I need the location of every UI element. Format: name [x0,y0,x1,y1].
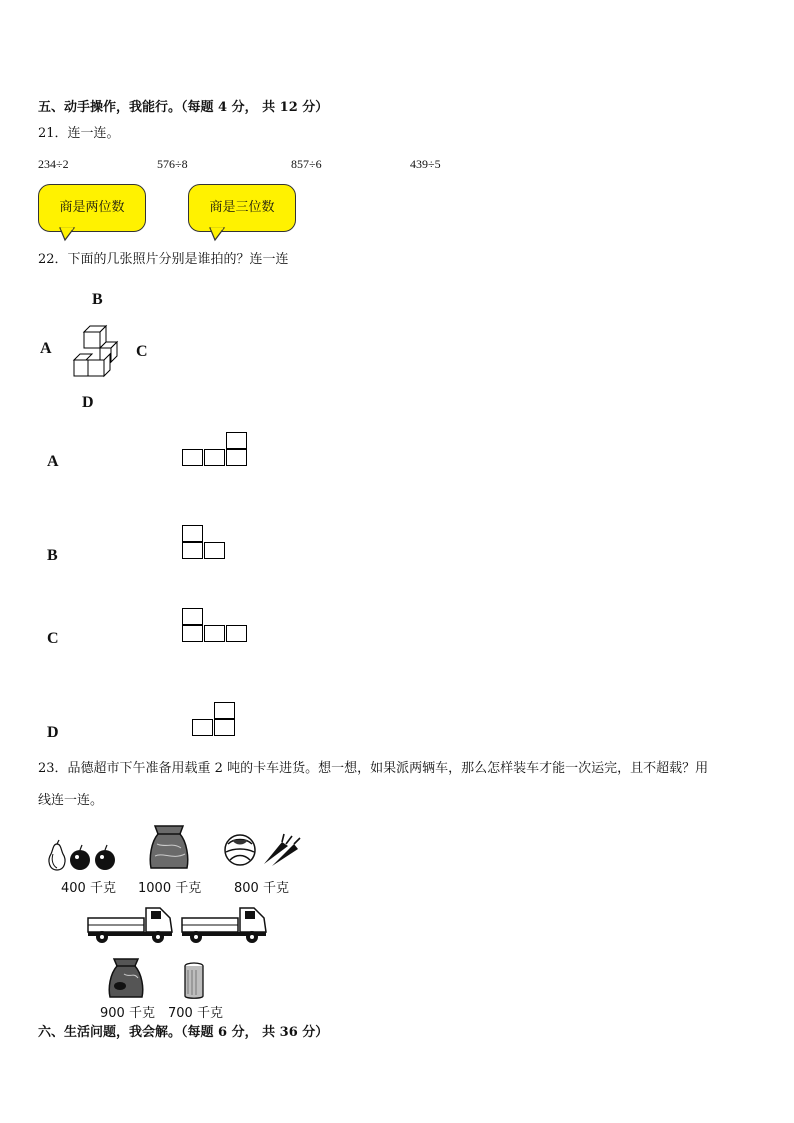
truck-icon[interactable] [180,902,270,944]
truck-icon[interactable] [86,902,176,944]
view-c-square [182,625,203,642]
view-a-square [182,449,203,466]
bubble-tail-icon [210,228,230,242]
section-5-title: 五、动手操作，我能行。（每题 4 分， 共 12 分） [38,100,329,115]
q21-title: 21．连一连。 [38,126,120,141]
q22-view-label-d: D [47,724,59,741]
q22-position-right: C [136,343,148,360]
view-a-square [226,449,247,466]
view-b-square [182,542,203,559]
can-icon [183,962,205,1000]
section-6-title: 六、生活问题，我会解。（每题 6 分， 共 36 分） [38,1025,329,1040]
cube-stack-icon [70,324,122,378]
q21-expression-1: 234÷2 [38,157,69,171]
q22-view-label-a: A [47,453,59,470]
view-d-square [214,702,235,719]
view-a-square [204,449,225,466]
small-sack-icon [106,956,146,1000]
goods-label-fruit: 400 千克 [61,881,116,896]
vegetables-icon [220,832,304,868]
q22-view-label-c: C [47,630,59,647]
goods-label-sack: 1000 千克 [138,881,202,896]
q23-title-line-2: 线连一连。 [38,793,104,808]
q23-title-line-1: 23．品德超市下午准备用载重 2 吨的卡车进货。想一想，如果派两辆车，那么怎样装车才能一次运完，且不超载？用 [38,761,709,776]
fruit-icon [47,840,119,872]
sack-icon [147,822,191,872]
q22-title: 22．下面的几张照片分别是谁拍的？连一连 [38,252,289,267]
view-d-square [192,719,213,736]
view-c-square [182,608,203,625]
q21-expression-2: 576÷8 [157,157,188,171]
view-a-square [226,432,247,449]
goods-label-can: 700 千克 [168,1006,223,1021]
q22-position-left: A [40,340,52,357]
view-d-square [214,719,235,736]
bubble-tail-icon [60,228,80,242]
q21-bubble-three-digit: 商是三位数 [188,184,296,232]
q22-view-label-b: B [47,547,58,564]
q21-expression-3: 857÷6 [291,157,322,171]
view-b-square [182,525,203,542]
view-b-square [204,542,225,559]
view-c-square [204,625,225,642]
q22-position-top: B [92,291,103,308]
goods-label-small-sack: 900 千克 [100,1006,155,1021]
q22-position-bottom: D [82,394,94,411]
view-c-square [226,625,247,642]
q21-expression-4: 439÷5 [410,157,441,171]
q21-bubble-two-digit: 商是两位数 [38,184,146,232]
goods-label-vegetables: 800 千克 [234,881,289,896]
